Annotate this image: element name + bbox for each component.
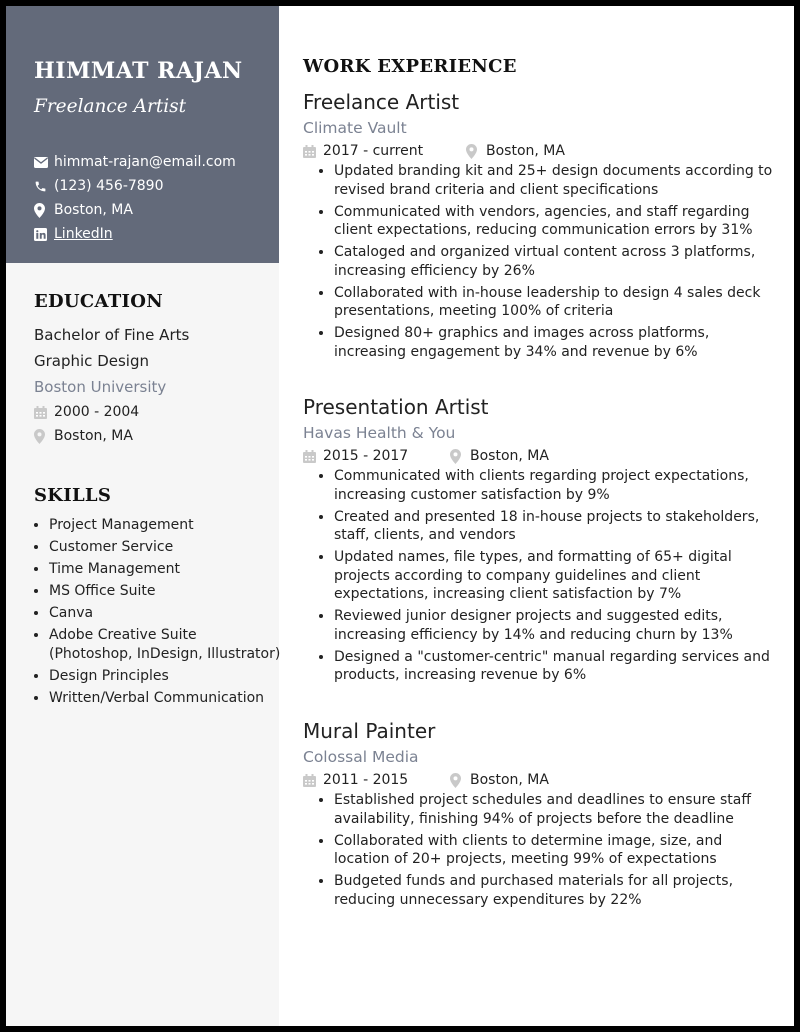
school: Boston University	[34, 378, 167, 396]
major: Graphic Design	[34, 352, 149, 370]
job-meta	[303, 445, 773, 467]
linkedin-link[interactable]: LinkedIn	[54, 226, 113, 242]
bullet-item: • Updated names, file types, and formatting of 65+ digital projects according to company guidelines and client expectations, increasing client satisfaction by 7%	[334, 548, 773, 604]
job-title: Freelance Artist	[303, 90, 460, 114]
job-location	[450, 448, 549, 464]
job-title: Presentation Artist	[303, 395, 489, 419]
calendar-icon	[303, 145, 323, 158]
contact-email	[34, 150, 236, 174]
job-location-text: Boston, MA	[486, 143, 565, 159]
calendar-icon	[303, 774, 323, 787]
bullet-item: • Reviewed junior designer projects and suggested edits, increasing efficiency by 14% and reducing churn by 13%	[334, 607, 773, 644]
bullet-item: • Designed a "customer-centric" manual regarding services and products, increasing revenue by 6%	[334, 648, 773, 685]
skill-item: • Written/Verbal Communication	[49, 689, 281, 708]
header-block	[6, 6, 279, 263]
job-entry	[303, 717, 773, 913]
calendar-icon	[303, 450, 323, 463]
skill-item: • Design Principles	[49, 667, 281, 686]
email-text[interactable]: himmat-rajan@email.com	[54, 154, 236, 170]
company-name: Havas Health & You	[303, 424, 456, 442]
bullet-item: • Communicated with vendors, agencies, and staff regarding client expectations, reducing communication errors by 31%	[334, 203, 773, 240]
map-pin-icon	[450, 773, 470, 788]
map-pin-icon	[466, 144, 486, 159]
education-location	[34, 424, 189, 448]
bullet-item: • Designed 80+ graphics and images across platforms, increasing engagement by 34% and revenue by 6%	[334, 324, 773, 361]
job-location	[466, 143, 565, 159]
contact-linkedin	[34, 222, 236, 246]
skill-item: • Time Management	[49, 560, 281, 579]
location-text: Boston, MA	[54, 202, 133, 218]
contact-phone	[34, 174, 236, 198]
job-entry	[303, 88, 773, 365]
sidebar	[6, 6, 279, 1026]
skill-item: • Adobe Creative Suite (Photoshop, InDesign, Illustrator)	[49, 626, 281, 663]
skill-item: • Customer Service	[49, 538, 281, 557]
contact-list	[34, 150, 236, 246]
skill-item: • Project Management	[49, 516, 281, 535]
contact-location	[34, 198, 236, 222]
job-bullets	[303, 467, 773, 685]
job-entry	[303, 393, 773, 688]
candidate-name: HIMMAT RAJAN	[34, 58, 243, 84]
bullet-item: • Cataloged and organized virtual content across 3 platforms, increasing efficiency by 26%	[334, 243, 773, 280]
education-location-text: Boston, MA	[54, 428, 133, 444]
bullet-item: • Updated branding kit and 25+ design documents according to revised brand criteria and client specifications	[334, 162, 773, 199]
job-dates: 2015 - 2017	[323, 448, 409, 464]
company-name: Colossal Media	[303, 748, 419, 766]
map-pin-icon	[450, 449, 470, 464]
job-meta	[303, 769, 773, 791]
bullet-item: • Budgeted funds and purchased materials for all projects, reducing unnecessary expenditures by 22%	[334, 872, 773, 909]
job-location	[450, 772, 549, 788]
bullet-item: • Collaborated with clients to determine image, size, and location of 20+ projects, meeting 99% of expectations	[334, 832, 773, 869]
education-section	[34, 322, 189, 448]
map-pin-icon	[34, 429, 54, 444]
job-location-text: Boston, MA	[470, 772, 549, 788]
education-dates-text: 2000 - 2004	[54, 404, 140, 420]
job-bullets	[303, 791, 773, 909]
job-dates: 2011 - 2015	[323, 772, 409, 788]
phone-text[interactable]: (123) 456-7890	[54, 178, 164, 194]
main-column	[303, 56, 773, 908]
job-title: Mural Painter	[303, 719, 436, 743]
calendar-icon	[34, 406, 54, 419]
education-dates	[34, 400, 189, 424]
linkedin-icon	[34, 228, 54, 241]
skill-item: • Canva	[49, 604, 281, 623]
phone-icon	[34, 180, 54, 193]
skill-item: • MS Office Suite	[49, 582, 281, 601]
resume-page	[6, 6, 794, 1026]
skills-heading: SKILLS	[34, 485, 112, 506]
education-heading: EDUCATION	[34, 291, 163, 312]
map-pin-icon	[34, 203, 54, 218]
bullet-item: • Created and presented 18 in-house projects to stakeholders, staff, clients, and vendors	[334, 508, 773, 545]
job-meta	[303, 140, 773, 162]
work-experience-heading: WORK EXPERIENCE	[303, 56, 517, 77]
company-name: Climate Vault	[303, 119, 407, 137]
job-dates: 2017 - current	[323, 143, 424, 159]
job-bullets	[303, 162, 773, 361]
job-location-text: Boston, MA	[470, 448, 549, 464]
bullet-item: • Collaborated with in-house leadership to design 4 sales deck presentations, meeting 100% of criteria	[334, 284, 773, 321]
skills-list	[34, 516, 281, 711]
bullet-item: • Established project schedules and deadlines to ensure staff availability, finishing 94% of projects before the deadline	[334, 791, 773, 828]
envelope-icon	[34, 157, 54, 168]
bullet-item: • Communicated with clients regarding project expectations, increasing customer satisfaction by 9%	[334, 467, 773, 504]
degree: Bachelor of Fine Arts	[34, 326, 190, 344]
candidate-title: Freelance Artist	[34, 96, 187, 117]
